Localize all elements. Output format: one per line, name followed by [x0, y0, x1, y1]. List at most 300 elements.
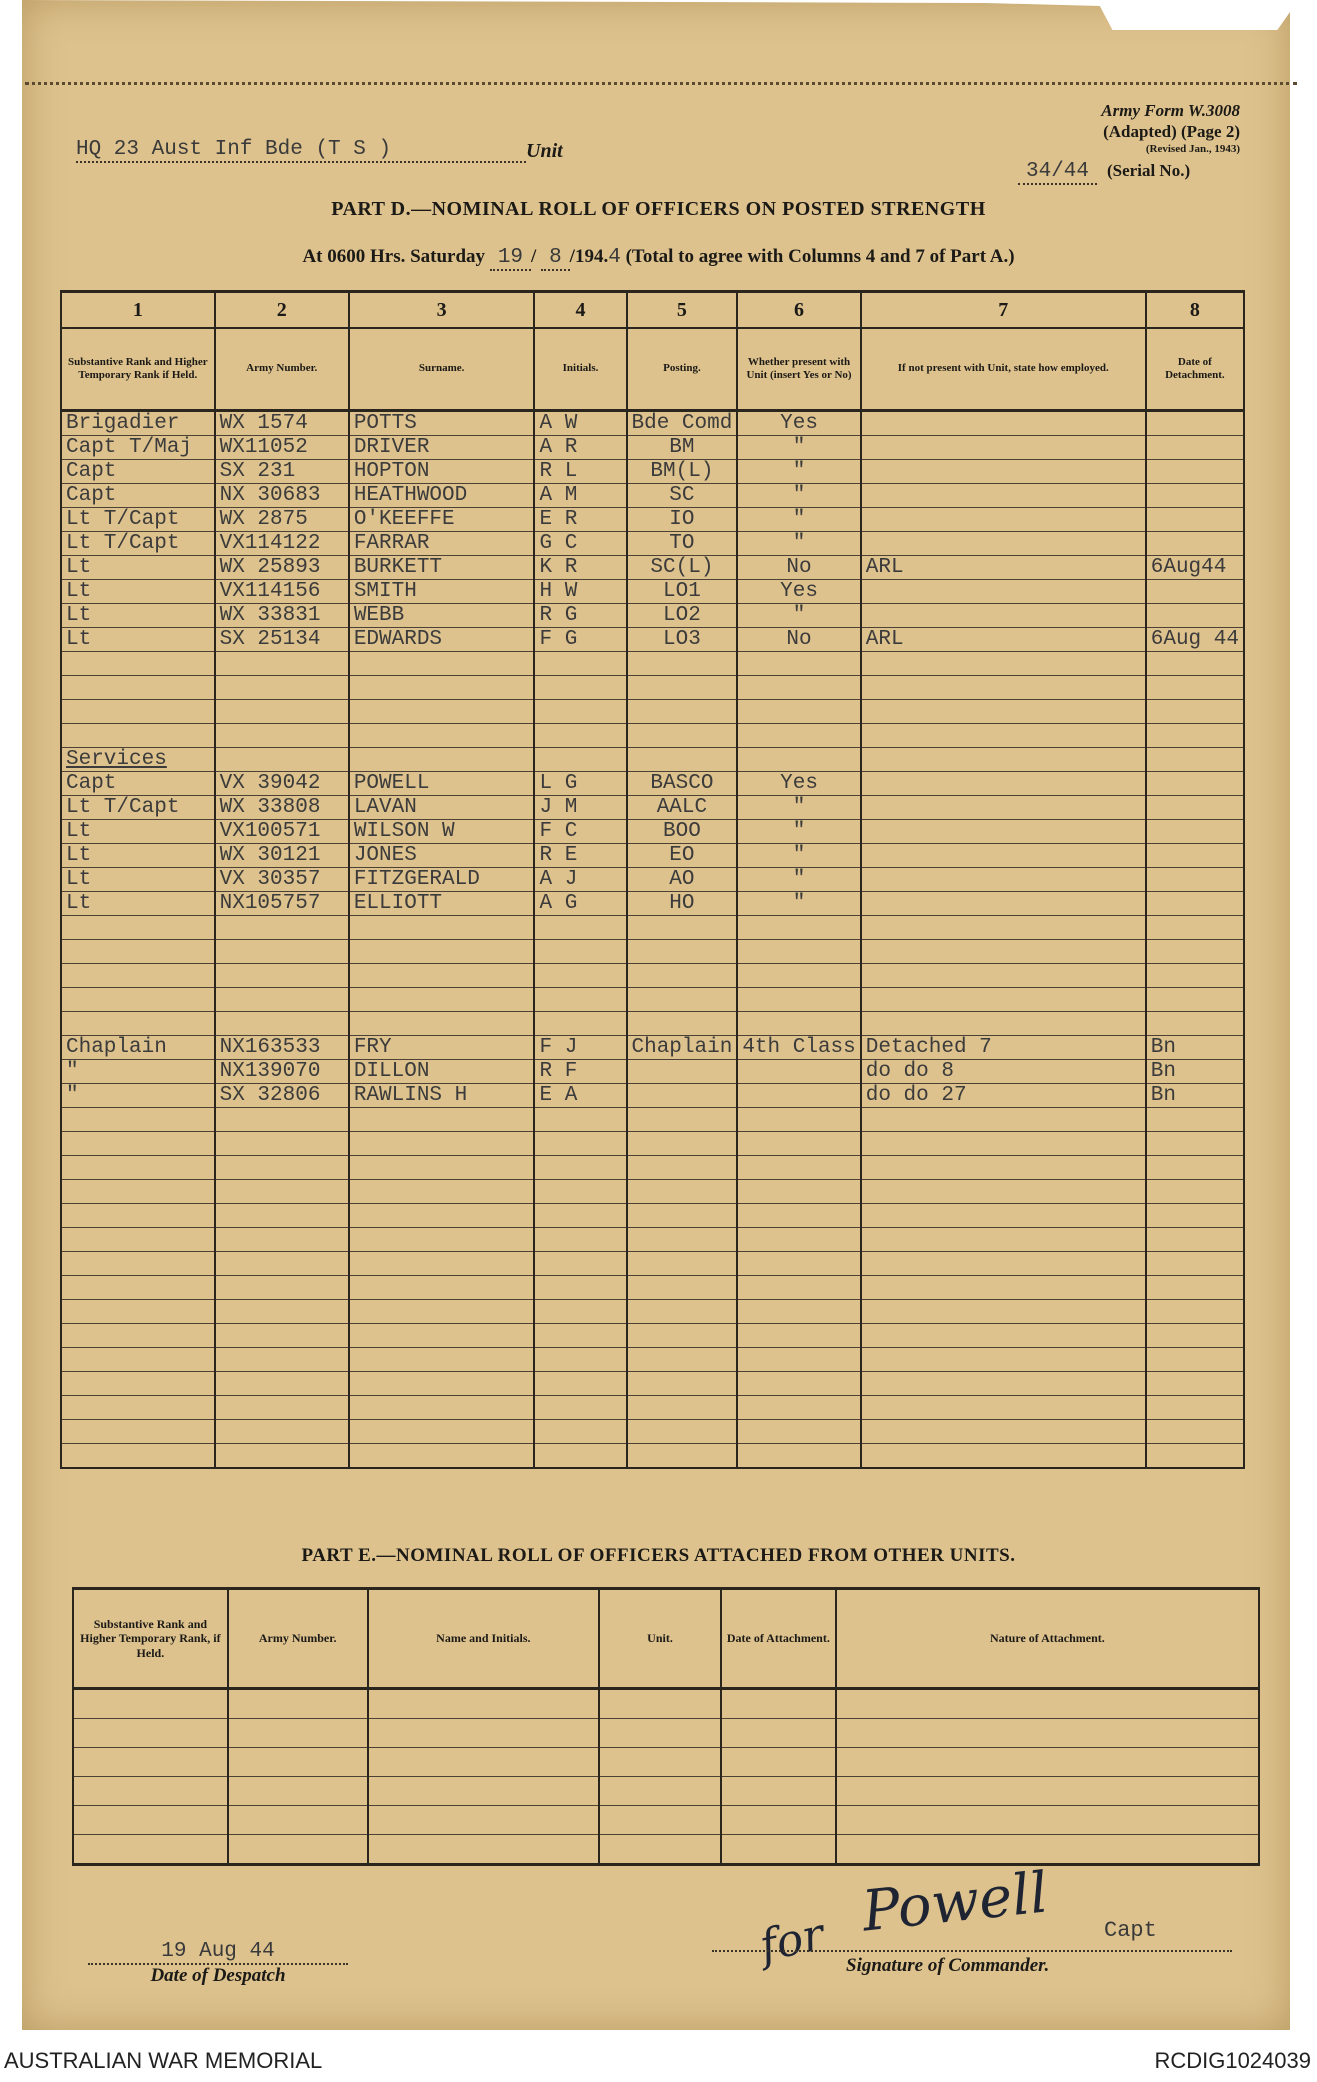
part-e-cell	[836, 1835, 1259, 1865]
part-e-rows	[73, 1689, 1259, 1865]
date-month: 8	[541, 246, 570, 271]
cell-surname	[349, 1180, 535, 1204]
cell-rank: Lt	[61, 628, 215, 652]
cell-present	[737, 1420, 860, 1444]
cell-employment	[861, 1276, 1146, 1300]
cell-posting	[627, 724, 738, 748]
cell-surname: WEBB	[349, 604, 535, 628]
cell-present: "	[737, 604, 860, 628]
cell-initials	[534, 1156, 626, 1180]
cell-initials: L G	[534, 772, 626, 796]
cell-initials	[534, 1012, 626, 1036]
cell-surname	[349, 748, 535, 772]
cell-army-number	[215, 1204, 349, 1228]
for-text: for	[755, 1908, 829, 1973]
cell-employment	[861, 1372, 1146, 1396]
cell-surname: EDWARDS	[349, 628, 535, 652]
cell-initials	[534, 1324, 626, 1348]
cell-rank: Chaplain	[61, 1036, 215, 1060]
cell-army-number	[215, 1420, 349, 1444]
cell-posting: BOO	[627, 820, 738, 844]
cell-army-number: WX 33808	[215, 796, 349, 820]
cell-army-number: VX 39042	[215, 772, 349, 796]
part-e-cell	[599, 1806, 721, 1835]
cell-surname: O'KEEFFE	[349, 508, 535, 532]
cell-present	[737, 1444, 860, 1469]
cell-initials	[534, 1396, 626, 1420]
cell-surname: SMITH	[349, 580, 535, 604]
cell-initials	[534, 1420, 626, 1444]
cell-employment	[861, 532, 1146, 556]
cell-employment	[861, 580, 1146, 604]
cell-detach-date	[1146, 844, 1244, 868]
table-row	[61, 1276, 1244, 1300]
cell-rank	[61, 1276, 215, 1300]
despatch-label: Date of Despatch	[150, 1965, 286, 1986]
cell-present	[737, 1396, 860, 1420]
perforation-line	[25, 82, 1297, 85]
cell-rank: Lt T/Capt	[61, 796, 215, 820]
part-e-cell	[721, 1748, 836, 1777]
cell-initials: F G	[534, 628, 626, 652]
date-day: 19	[490, 246, 531, 271]
table-row	[61, 772, 1244, 796]
cell-detach-date	[1146, 1108, 1244, 1132]
form-id	[1000, 100, 1240, 156]
cell-initials: F J	[534, 1036, 626, 1060]
cell-rank	[61, 916, 215, 940]
signature-line	[712, 1950, 1232, 1952]
cell-rank	[61, 1396, 215, 1420]
cell-surname: FARRAR	[349, 532, 535, 556]
unit-label: Unit	[526, 140, 563, 162]
table-row	[61, 748, 1244, 772]
cell-present	[737, 1252, 860, 1276]
cell-surname	[349, 916, 535, 940]
column-number-2: 2	[215, 292, 349, 329]
table-row	[61, 532, 1244, 556]
cell-detach-date	[1146, 964, 1244, 988]
table-row	[61, 508, 1244, 532]
serial-line	[1018, 160, 1190, 183]
part-e-cell	[599, 1719, 721, 1748]
cell-initials	[534, 1204, 626, 1228]
cell-employment	[861, 1180, 1146, 1204]
cell-posting: BASCO	[627, 772, 738, 796]
army-form-label: Army Form W.3008	[1101, 101, 1240, 120]
cell-employment	[861, 820, 1146, 844]
part-e-cell	[73, 1777, 228, 1806]
cell-detach-date	[1146, 700, 1244, 724]
table-row	[61, 604, 1244, 628]
despatch-date: 19 Aug 44	[88, 1940, 348, 1965]
cell-surname	[349, 988, 535, 1012]
cell-posting	[627, 1276, 738, 1300]
cell-posting	[627, 1420, 738, 1444]
table-row	[61, 844, 1244, 868]
cell-surname: HOPTON	[349, 460, 535, 484]
part-d-table	[60, 290, 1245, 1469]
cell-initials: R G	[534, 604, 626, 628]
cell-rank	[61, 1012, 215, 1036]
serial-label: (Serial No.)	[1107, 161, 1191, 180]
unit-value: HQ 23 Aust Inf Bde (T S )	[76, 138, 392, 161]
cell-posting	[627, 1012, 738, 1036]
cell-posting: AO	[627, 868, 738, 892]
table-row	[61, 1324, 1244, 1348]
cell-rank	[61, 940, 215, 964]
cell-surname	[349, 1132, 535, 1156]
part-e-cell	[228, 1835, 368, 1865]
cell-present	[737, 1060, 860, 1084]
cell-employment	[861, 916, 1146, 940]
commander-signature: Powell	[859, 1860, 1051, 1945]
cell-posting: BM(L)	[627, 460, 738, 484]
cell-present	[737, 1132, 860, 1156]
cell-initials: A G	[534, 892, 626, 916]
cell-present	[737, 1156, 860, 1180]
cell-posting: LO3	[627, 628, 738, 652]
part-e-cell	[228, 1777, 368, 1806]
cell-posting	[627, 988, 738, 1012]
cell-initials	[534, 916, 626, 940]
cell-present	[737, 724, 860, 748]
part-e-cell	[721, 1835, 836, 1865]
cell-surname: ELLIOTT	[349, 892, 535, 916]
cell-army-number	[215, 940, 349, 964]
part-e-cell	[368, 1748, 600, 1777]
cell-rank	[61, 1300, 215, 1324]
cell-rank	[61, 964, 215, 988]
table-row	[61, 796, 1244, 820]
part-e-cell	[73, 1835, 228, 1865]
cell-posting	[627, 700, 738, 724]
cell-army-number: WX 30121	[215, 844, 349, 868]
part-e-cell	[836, 1719, 1259, 1748]
cell-initials	[534, 1348, 626, 1372]
part-e-label-1: Substantive Rank and Higher Temporary Rank, if Held.	[73, 1589, 228, 1689]
cell-army-number	[215, 1132, 349, 1156]
cell-initials	[534, 676, 626, 700]
table-row	[61, 1300, 1244, 1324]
table-row	[61, 1108, 1244, 1132]
part-e-cell	[228, 1806, 368, 1835]
cell-rank	[61, 1348, 215, 1372]
cell-employment	[861, 1324, 1146, 1348]
cell-army-number	[215, 748, 349, 772]
table-row	[61, 868, 1244, 892]
table-row	[61, 556, 1244, 580]
cell-army-number	[215, 1300, 349, 1324]
cell-present: "	[737, 820, 860, 844]
cell-rank: Capt	[61, 460, 215, 484]
cell-rank	[61, 652, 215, 676]
cell-detach-date	[1146, 1348, 1244, 1372]
cell-detach-date	[1146, 676, 1244, 700]
cell-surname	[349, 940, 535, 964]
cell-detach-date	[1146, 1156, 1244, 1180]
cell-present	[737, 940, 860, 964]
part-e-cell	[228, 1719, 368, 1748]
part-e-cell	[599, 1777, 721, 1806]
cell-detach-date	[1146, 1132, 1244, 1156]
cell-army-number: NX 30683	[215, 484, 349, 508]
cell-surname	[349, 1348, 535, 1372]
cell-surname	[349, 1324, 535, 1348]
cell-surname	[349, 676, 535, 700]
part-e-cell	[368, 1806, 600, 1835]
cell-surname	[349, 1396, 535, 1420]
part-e-cell	[73, 1806, 228, 1835]
cell-detach-date	[1146, 724, 1244, 748]
table-row	[61, 1156, 1244, 1180]
cell-present: "	[737, 484, 860, 508]
cell-rank: Brigadier	[61, 411, 215, 436]
cell-posting	[627, 1252, 738, 1276]
part-e-cell	[599, 1689, 721, 1719]
cell-detach-date	[1146, 892, 1244, 916]
cell-employment	[861, 411, 1146, 436]
table-row	[61, 1204, 1244, 1228]
cell-present: "	[737, 460, 860, 484]
cell-army-number	[215, 724, 349, 748]
cell-posting	[627, 676, 738, 700]
cell-present	[737, 700, 860, 724]
cell-surname	[349, 1444, 535, 1469]
cell-initials: E A	[534, 1084, 626, 1108]
cell-posting	[627, 940, 738, 964]
cell-initials	[534, 1276, 626, 1300]
part-e-label-3: Name and Initials.	[368, 1589, 600, 1689]
cell-detach-date	[1146, 508, 1244, 532]
table-row	[61, 1444, 1244, 1469]
cell-initials: A R	[534, 436, 626, 460]
table-row	[61, 1252, 1244, 1276]
part-e-cell	[836, 1689, 1259, 1719]
cell-rank: Lt	[61, 892, 215, 916]
table-row	[61, 484, 1244, 508]
cell-army-number	[215, 1108, 349, 1132]
table-row	[61, 411, 1244, 436]
cell-army-number	[215, 1444, 349, 1469]
cell-army-number: WX11052	[215, 436, 349, 460]
cell-surname	[349, 1108, 535, 1132]
revised-label: (Revised Jan., 1943)	[1145, 142, 1240, 155]
part-e-row	[73, 1806, 1259, 1835]
cell-present: 4th Class	[737, 1036, 860, 1060]
cell-detach-date	[1146, 460, 1244, 484]
part-e-cell	[721, 1777, 836, 1806]
cell-employment	[861, 484, 1146, 508]
cell-rank	[61, 1372, 215, 1396]
cell-initials	[534, 700, 626, 724]
part-e-row	[73, 1689, 1259, 1719]
cell-detach-date	[1146, 1252, 1244, 1276]
table-row	[61, 1396, 1244, 1420]
cell-detach-date	[1146, 1204, 1244, 1228]
cell-army-number	[215, 1276, 349, 1300]
cell-employment	[861, 676, 1146, 700]
cell-initials	[534, 1132, 626, 1156]
cell-rank: Lt	[61, 580, 215, 604]
part-e-label-row	[73, 1589, 1259, 1689]
part-e-title: PART E.—NOMINAL ROLL OF OFFICERS ATTACHED FROM OTHER UNITS.	[301, 1545, 1016, 1566]
cell-surname	[349, 1276, 535, 1300]
cell-present: Yes	[737, 580, 860, 604]
cell-employment	[861, 700, 1146, 724]
column-label-5: Posting.	[627, 328, 738, 411]
cell-detach-date: Bn	[1146, 1036, 1244, 1060]
cell-present: "	[737, 508, 860, 532]
cell-detach-date	[1146, 484, 1244, 508]
cell-detach-date	[1146, 532, 1244, 556]
cell-army-number: SX 25134	[215, 628, 349, 652]
cell-detach-date	[1146, 796, 1244, 820]
column-label-2: Army Number.	[215, 328, 349, 411]
caption-left: AUSTRALIAN WAR MEMORIAL	[4, 2048, 323, 2073]
cell-present: "	[737, 796, 860, 820]
cell-employment: do do 8	[861, 1060, 1146, 1084]
cell-employment	[861, 1300, 1146, 1324]
column-number-1: 1	[61, 292, 215, 329]
part-e-table	[72, 1587, 1260, 1866]
cell-initials	[534, 724, 626, 748]
part-e-cell	[73, 1748, 228, 1777]
cell-initials	[534, 988, 626, 1012]
cell-initials: J M	[534, 796, 626, 820]
cell-detach-date	[1146, 604, 1244, 628]
cell-employment	[861, 1012, 1146, 1036]
cell-employment	[861, 1348, 1146, 1372]
table-row	[61, 1084, 1244, 1108]
cell-employment	[861, 868, 1146, 892]
cell-army-number	[215, 652, 349, 676]
cell-posting	[627, 1396, 738, 1420]
cell-initials	[534, 748, 626, 772]
table-row	[61, 1012, 1244, 1036]
table-row	[61, 940, 1244, 964]
cell-present: Yes	[737, 411, 860, 436]
cell-surname: LAVAN	[349, 796, 535, 820]
cell-detach-date	[1146, 1276, 1244, 1300]
cell-posting	[627, 1228, 738, 1252]
cell-rank	[61, 1228, 215, 1252]
cell-detach-date	[1146, 652, 1244, 676]
cell-initials: R E	[534, 844, 626, 868]
cell-posting: TO	[627, 532, 738, 556]
cell-posting	[627, 1324, 738, 1348]
cell-rank	[61, 1156, 215, 1180]
cell-army-number	[215, 988, 349, 1012]
cell-present	[737, 1180, 860, 1204]
cell-army-number	[215, 1324, 349, 1348]
cell-present: No	[737, 628, 860, 652]
column-label-1: Substantive Rank and Higher Temporary Rank if Held.	[61, 328, 215, 411]
cell-surname	[349, 1228, 535, 1252]
cell-present	[737, 964, 860, 988]
cell-employment	[861, 1132, 1146, 1156]
cell-employment	[861, 892, 1146, 916]
cell-employment: ARL	[861, 628, 1146, 652]
column-number-8: 8	[1146, 292, 1244, 329]
cell-surname	[349, 724, 535, 748]
cell-posting	[627, 964, 738, 988]
serial-value: 34/44	[1018, 160, 1097, 185]
cell-employment	[861, 1396, 1146, 1420]
cell-employment	[861, 796, 1146, 820]
cell-present	[737, 1012, 860, 1036]
cell-present	[737, 676, 860, 700]
cell-present: "	[737, 844, 860, 868]
cell-employment	[861, 1420, 1146, 1444]
cell-detach-date	[1146, 988, 1244, 1012]
part-e-row	[73, 1748, 1259, 1777]
cell-employment	[861, 988, 1146, 1012]
cell-army-number: WX 1574	[215, 411, 349, 436]
cell-surname	[349, 1156, 535, 1180]
column-number-5: 5	[627, 292, 738, 329]
cell-rank	[61, 1324, 215, 1348]
cell-detach-date	[1146, 772, 1244, 796]
cell-initials	[534, 1108, 626, 1132]
cell-army-number: SX 231	[215, 460, 349, 484]
cell-surname: FRY	[349, 1036, 535, 1060]
cell-rank	[61, 700, 215, 724]
column-label-7: If not present with Unit, state how employed.	[861, 328, 1146, 411]
cell-rank	[61, 1180, 215, 1204]
cell-employment	[861, 1444, 1146, 1469]
cell-rank: Services	[61, 748, 215, 772]
cell-army-number: VX114156	[215, 580, 349, 604]
column-number-7: 7	[861, 292, 1146, 329]
column-number-4: 4	[534, 292, 626, 329]
cell-initials	[534, 940, 626, 964]
cell-detach-date	[1146, 1324, 1244, 1348]
cell-detach-date	[1146, 748, 1244, 772]
part-e-cell	[721, 1806, 836, 1835]
cell-rank	[61, 1252, 215, 1276]
cell-initials	[534, 1228, 626, 1252]
at-prefix: At 0600 Hrs. Saturday	[302, 246, 486, 267]
cell-detach-date	[1146, 411, 1244, 436]
cell-initials: R F	[534, 1060, 626, 1084]
table-row	[61, 700, 1244, 724]
table-row	[61, 1420, 1244, 1444]
part-d-date-line: At 0600 Hrs. Saturday 19 / 8 /194.4 (Total to agree with Columns 4 and 7 of Part A.)	[302, 246, 1015, 269]
table-row	[61, 436, 1244, 460]
cell-detach-date: 6Aug44	[1146, 556, 1244, 580]
cell-surname: JONES	[349, 844, 535, 868]
cell-rank	[61, 724, 215, 748]
cell-rank: Lt	[61, 556, 215, 580]
cell-employment	[861, 1228, 1146, 1252]
cell-surname	[349, 1372, 535, 1396]
cell-rank: Capt T/Maj	[61, 436, 215, 460]
column-label-6: Whether present with Unit (insert Yes or No)	[737, 328, 860, 411]
cell-employment: Detached 7	[861, 1036, 1146, 1060]
cell-employment: ARL	[861, 556, 1146, 580]
cell-army-number	[215, 1012, 349, 1036]
cell-posting	[627, 1180, 738, 1204]
table-row	[61, 988, 1244, 1012]
cell-initials: K R	[534, 556, 626, 580]
cell-initials: H W	[534, 580, 626, 604]
part-e-cell	[228, 1689, 368, 1719]
column-label-8: Date of Detachment.	[1146, 328, 1244, 411]
table-row	[61, 1372, 1244, 1396]
cell-surname	[349, 700, 535, 724]
cell-initials	[534, 1252, 626, 1276]
